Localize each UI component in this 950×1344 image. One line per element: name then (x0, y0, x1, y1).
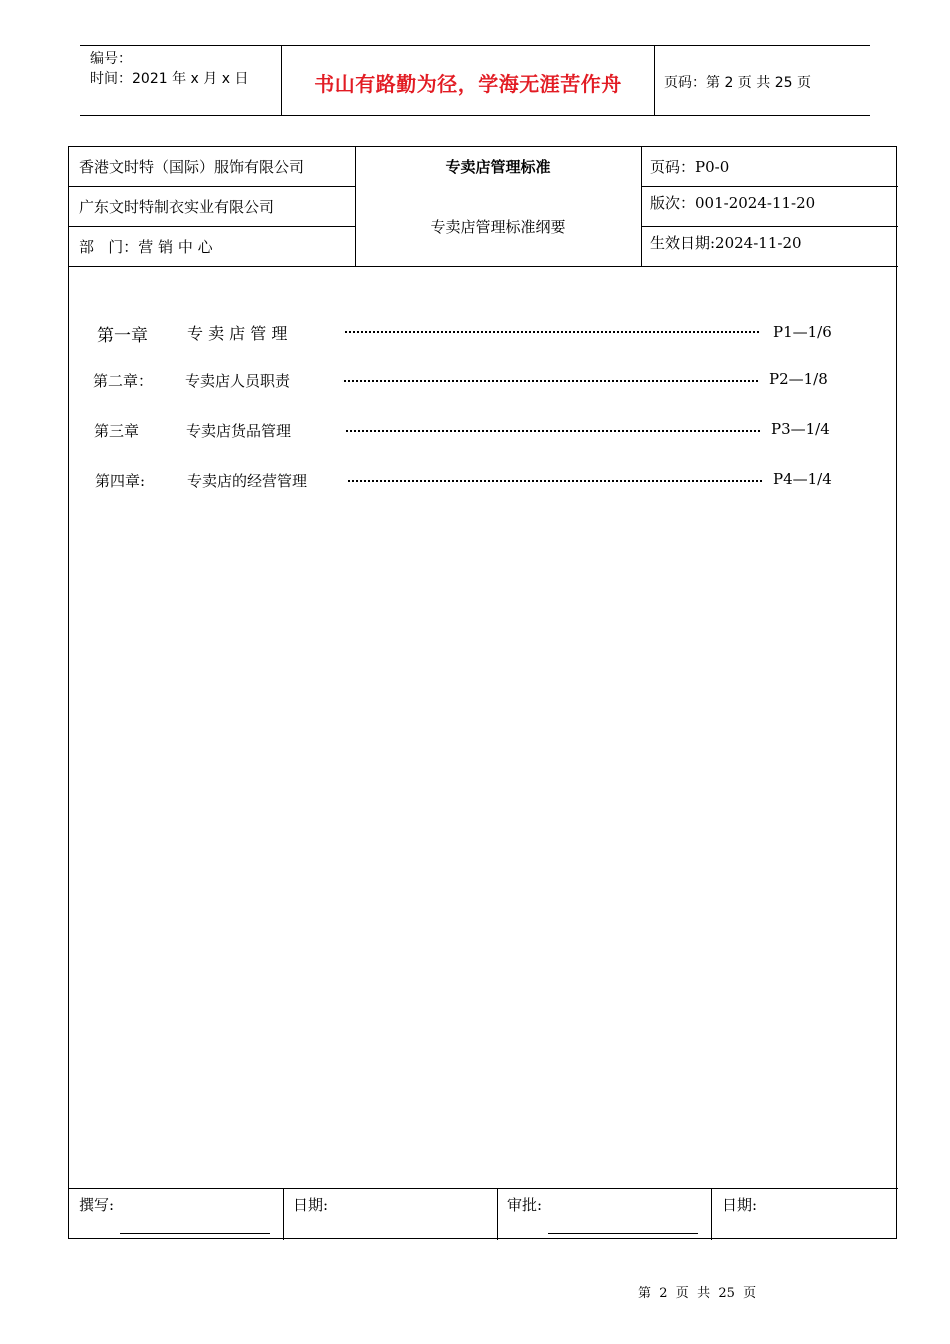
toc-chapter: 第三章 (94, 422, 140, 440)
company-gd: 广东文时特制衣实业有限公司 (79, 198, 275, 216)
department: 部 门：营 销 中 心 (79, 238, 213, 256)
date-label: 日期: (293, 1196, 329, 1214)
page-code: 页码：P0-0 (650, 158, 730, 176)
toc-chapter: 第二章： (93, 372, 154, 390)
document-frame (68, 146, 897, 1239)
toc-leader (346, 430, 760, 432)
header-bottom-line (69, 266, 898, 267)
toc-leader (344, 380, 758, 382)
toc-page: P2—1/8 (769, 370, 828, 388)
header-divider (69, 226, 355, 227)
header-divider (641, 226, 898, 227)
toc-title: 专卖店货品管理 (186, 422, 292, 440)
toc-item (69, 420, 898, 444)
toc-title: 专卖店人员职责 (185, 372, 291, 390)
toc-title: 专卖店的经营管理 (187, 472, 308, 490)
approve-label: 审批: (507, 1196, 543, 1214)
sign-column-line (711, 1188, 712, 1240)
header-column-line (641, 147, 642, 267)
toc-leader (348, 480, 762, 482)
version: 版次：001-2024-11-20 (650, 194, 816, 212)
code-label: 编号： (90, 51, 132, 67)
sign-row-top-line (69, 1188, 898, 1189)
effective-date: 生效日期:2024-11-20 (650, 234, 802, 252)
toc-title: 专 卖 店 管 理 (187, 324, 288, 343)
top-header-left (80, 46, 280, 115)
toc-chapter: 第一章 (97, 326, 148, 346)
toc-page: P3—1/4 (771, 420, 830, 438)
toc-item (69, 370, 898, 394)
toc-leader (345, 331, 759, 333)
toc-page: P1—1/6 (773, 323, 832, 341)
toc-item (69, 470, 898, 494)
header-divider (641, 186, 898, 187)
writer-signature-line[interactable] (120, 1233, 270, 1234)
toc-item (69, 321, 898, 345)
date-label: 日期: (722, 1196, 758, 1214)
slogan: 书山有路勤为径，学海无涯苦作舟 (314, 72, 622, 96)
top-header (80, 45, 870, 116)
document-subtitle: 专卖店管理标准纲要 (430, 218, 566, 236)
page-footer: 第 2 页 共 25 页 (638, 1286, 757, 1301)
writer-label: 撰写: (79, 1196, 115, 1214)
top-page-label: 页码：第 2 页 共 25 页 (664, 75, 811, 91)
header-divider (69, 186, 355, 187)
approve-signature-line[interactable] (548, 1233, 698, 1234)
toc-chapter: 第四章: (95, 472, 146, 490)
document-title: 专卖店管理标准 (445, 158, 551, 176)
sign-column-line (497, 1188, 498, 1240)
top-header-right (654, 46, 870, 115)
time-label: 时间：2021 年 x 月 x 日 (90, 71, 249, 87)
sign-column-line (283, 1188, 284, 1240)
toc-page: P4—1/4 (773, 470, 832, 488)
top-header-middle (281, 46, 655, 115)
company-hk: 香港文时特（国际）服饰有限公司 (79, 158, 305, 176)
